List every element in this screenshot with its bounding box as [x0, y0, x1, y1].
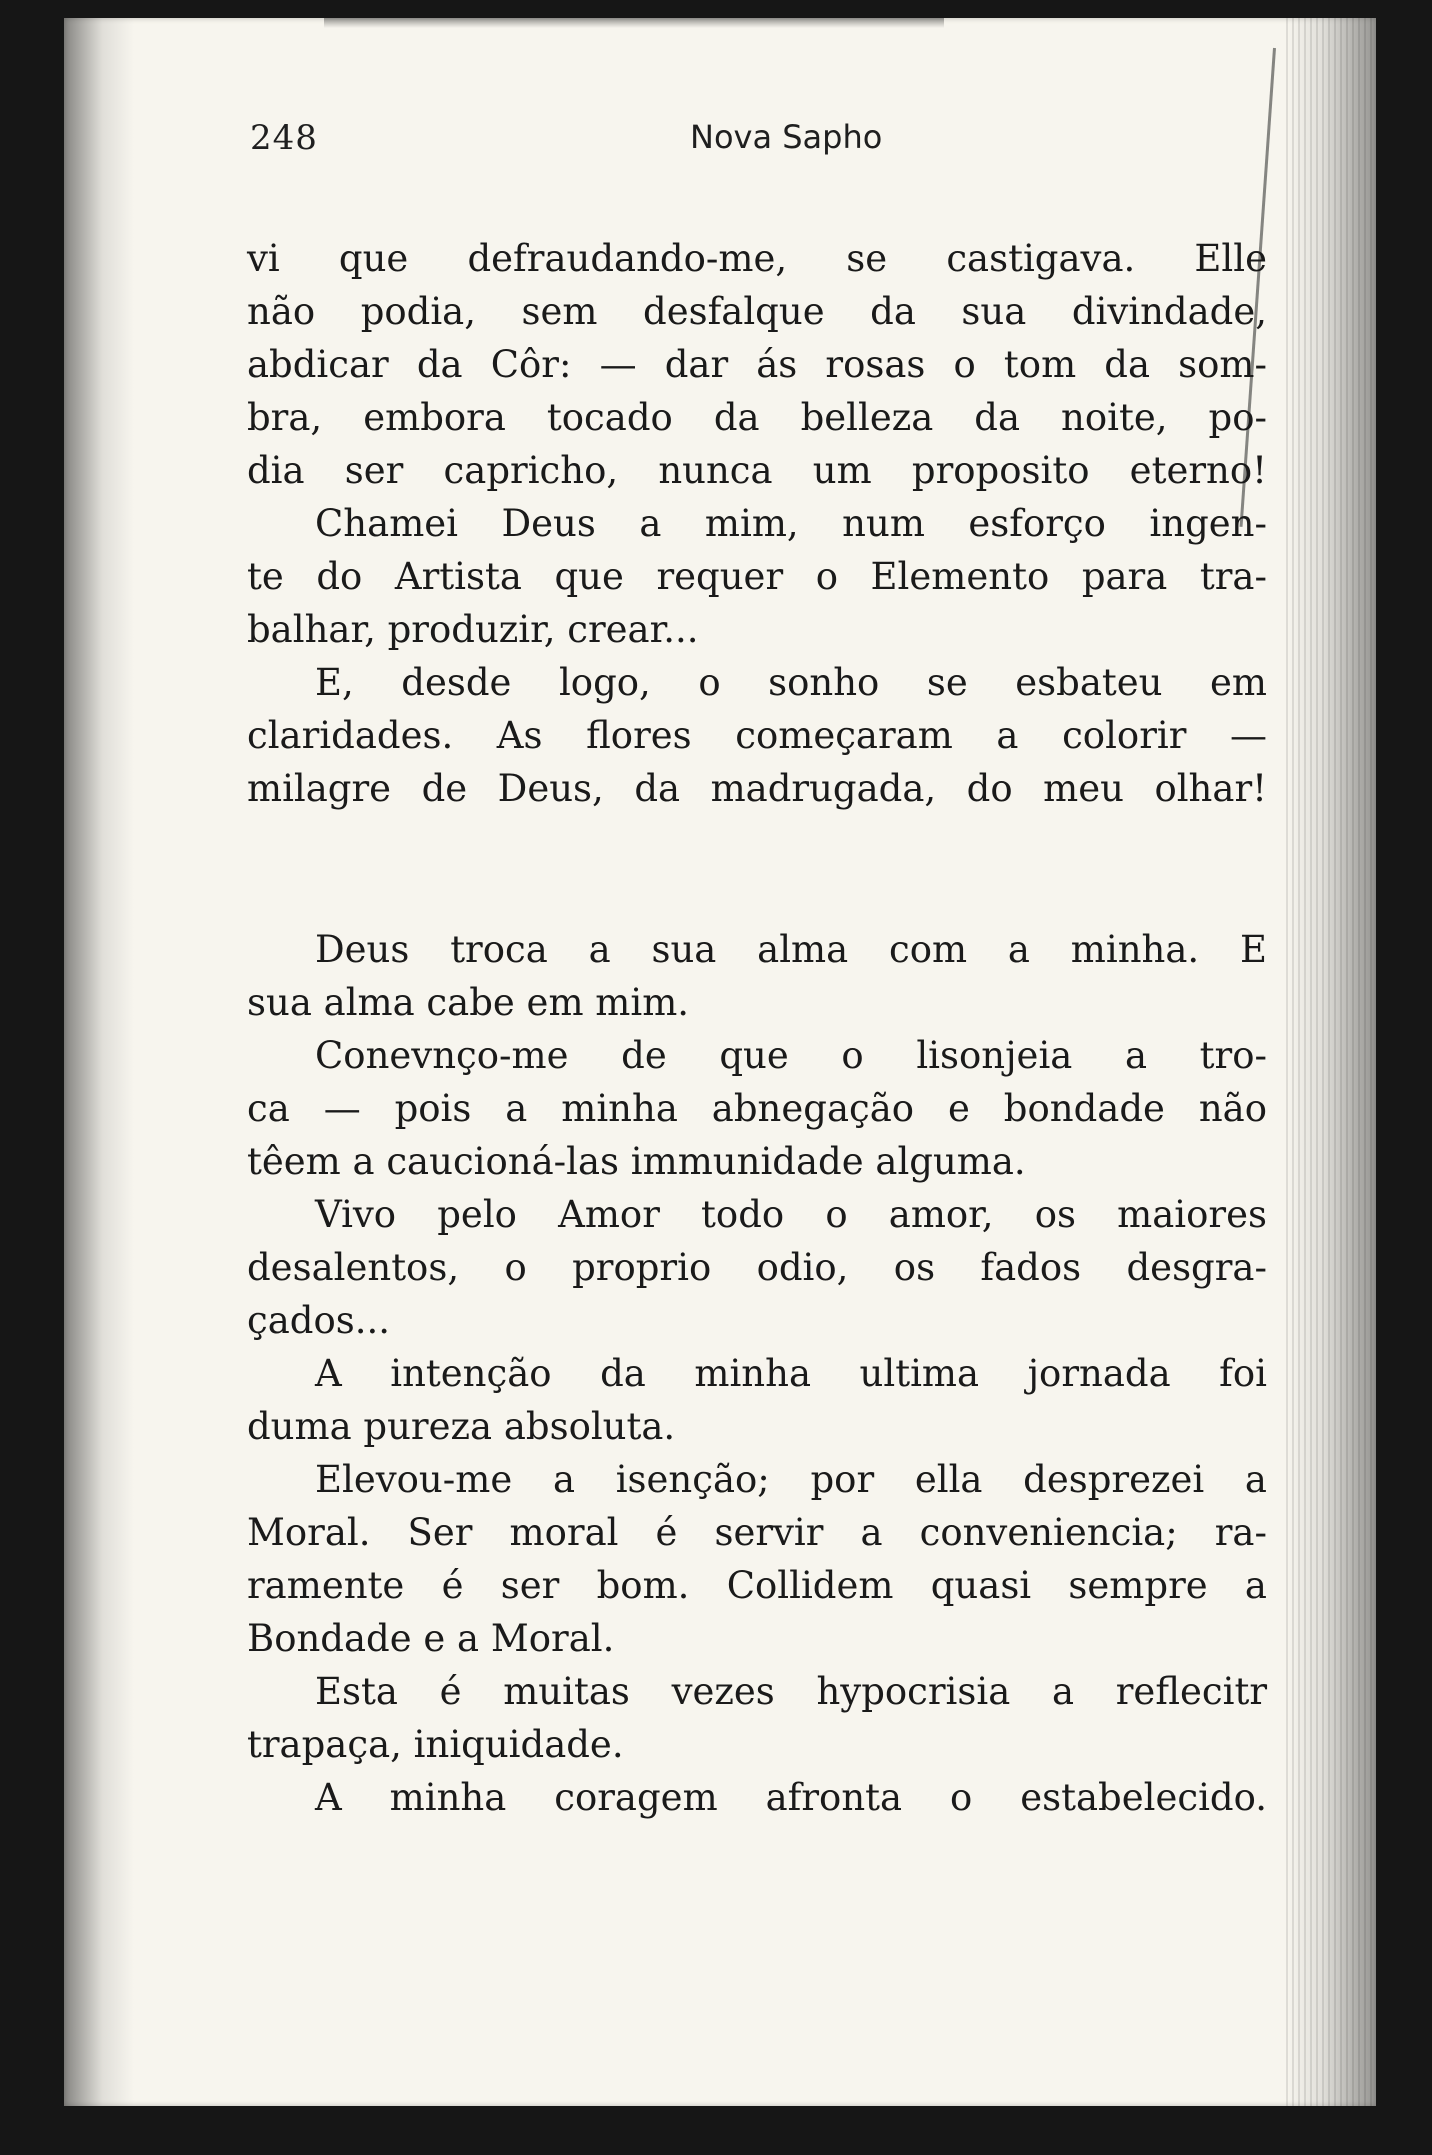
text-line: bra, embora tocado da belleza da noite, po-	[247, 396, 1267, 439]
text-line: dia ser capricho, nunca um proposito eterno!	[247, 449, 1267, 492]
text-line: não podia, sem desfalque da sua divindade,	[247, 290, 1267, 333]
text-line: ramente é ser bom. Collidem quasi sempre a	[247, 1564, 1267, 1607]
text-section-two	[247, 923, 1267, 1824]
text-line: Moral. Ser moral é servir a conveniencia; ra-	[247, 1511, 1267, 1554]
text-line: trapaça, iniquidade.	[247, 1723, 624, 1766]
text-line: ca — pois a minha abnegação e bondade não	[247, 1087, 1267, 1130]
text-line: Elevou-me a isenção; por ella desprezei a	[315, 1458, 1267, 1501]
text-line: têem a caucioná-las immunidade alguma.	[247, 1140, 1026, 1183]
text-line: duma pureza absoluta.	[247, 1405, 676, 1448]
text-line: abdicar da Côr: — dar ás rosas o tom da som-	[247, 343, 1267, 386]
text-line: A intenção da minha ultima jornada foi	[315, 1352, 1267, 1395]
top-smudge	[324, 18, 944, 28]
text-line: desalentos, o proprio odio, os fados desgra-	[247, 1246, 1267, 1289]
spine-shadow	[64, 18, 134, 2106]
page-edge-stack	[1286, 18, 1376, 2106]
text-line: çados...	[247, 1299, 391, 1342]
text-line: balhar, produzir, crear...	[247, 608, 699, 651]
text-line: Esta é muitas vezes hypocrisia a reflecitr	[315, 1670, 1267, 1713]
text-line: te do Artista que requer o Elemento para tra-	[247, 555, 1267, 598]
page-header	[250, 118, 1210, 168]
text-line: Bondade e a Moral.	[247, 1617, 615, 1660]
text-line: Chamei Deus a mim, num esforço ingen-	[315, 502, 1267, 545]
text-section-one	[247, 232, 1267, 815]
running-title: Nova Sapho	[690, 118, 883, 156]
text-line: Deus troca a sua alma com a minha. E	[315, 928, 1267, 971]
page-number: 248	[250, 118, 318, 158]
text-line: A minha coragem afronta o estabelecido.	[315, 1776, 1267, 1819]
text-line: sua alma cabe em mim.	[247, 981, 690, 1024]
text-line: Vivo pelo Amor todo o amor, os maiores	[315, 1193, 1267, 1236]
text-line: vi que defraudando-me, se castigava. Elle	[247, 237, 1267, 280]
text-line: milagre de Deus, da madrugada, do meu olhar!	[247, 767, 1267, 810]
text-line: E, desde logo, o sonho se esbateu em	[315, 661, 1267, 704]
text-line: claridades. As flores começaram a colorir —	[247, 714, 1267, 757]
text-line: Conevnço-me de que o lisonjeia a tro-	[315, 1034, 1267, 1077]
